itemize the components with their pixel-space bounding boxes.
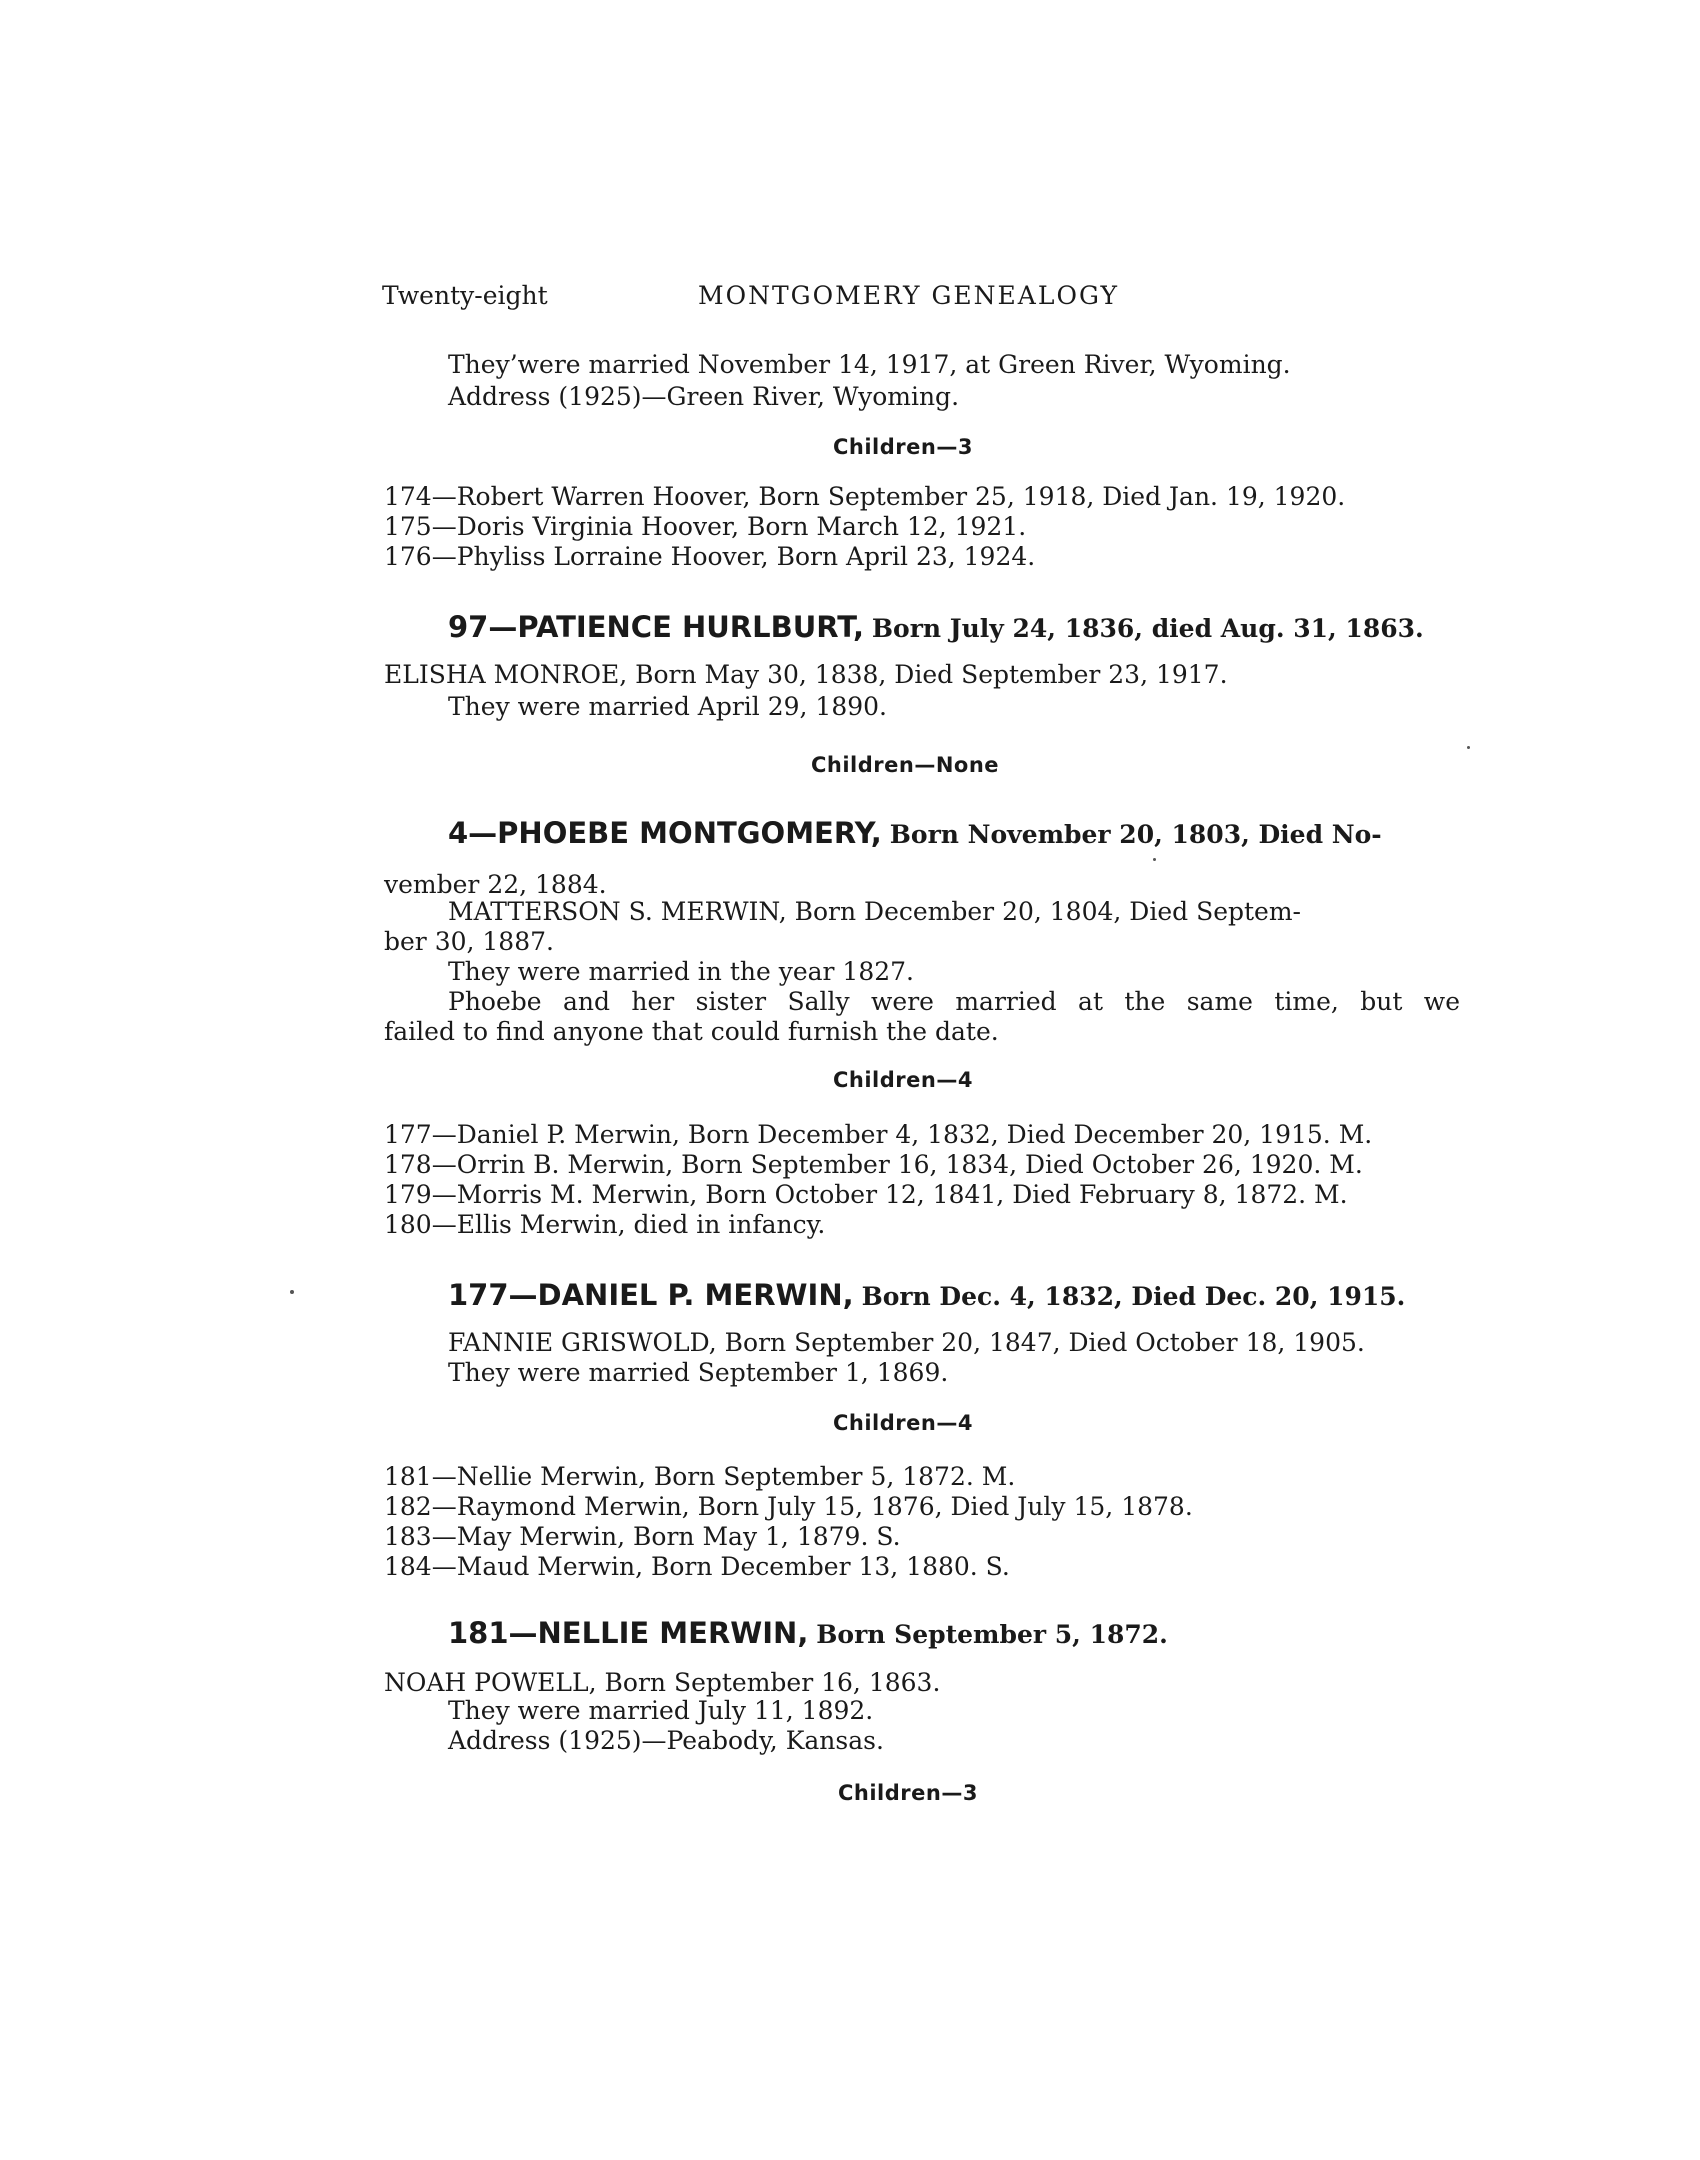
entry-heading-dates: Born November 20, 1803, Died No- (889, 820, 1382, 849)
entry-heading-dates: Born Dec. 4, 1832, Died Dec. 20, 1915. (861, 1282, 1406, 1311)
text-line: vember 22, 1884. (384, 870, 607, 899)
scan-speck (1153, 858, 1156, 861)
text-line: ELISHA MONROE, Born May 30, 1838, Died September 23, 1917. (384, 660, 1228, 689)
child-entry: 174—Robert Warren Hoover, Born September 25, 1918, Died Jan. 19, 1920. (384, 482, 1346, 511)
text-line: They were married July 11, 1892. (448, 1696, 874, 1725)
children-heading: Children—None (811, 753, 1000, 777)
entry-heading-name: 4—PHOEBE MONTGOMERY, (448, 816, 882, 850)
text-line: Phoebe and her sister Sally were married at the same time, but we (448, 987, 1460, 1016)
child-entry: 176—Phyliss Lorraine Hoover, Born April 23, 1924. (384, 542, 1036, 571)
entry-heading-dates: Born July 24, 1836, died Aug. 31, 1863. (871, 614, 1424, 643)
text-line: NOAH POWELL, Born September 16, 1863. (384, 1668, 941, 1697)
running-title: MONTGOMERY GENEALOGY (698, 281, 1119, 310)
entry-heading (448, 1618, 1168, 1650)
child-entry: 175—Doris Virginia Hoover, Born March 12, 1921. (384, 512, 1027, 541)
text-line: failed to find anyone that could furnish the date. (384, 1017, 999, 1046)
child-entry: 184—Maud Merwin, Born December 13, 1880. S. (384, 1552, 1010, 1581)
text-line: MATTERSON S. MERWIN, Born December 20, 1804, Died Septem- (448, 897, 1301, 926)
child-entry: 181—Nellie Merwin, Born September 5, 1872. M. (384, 1462, 1016, 1491)
child-entry: 177—Daniel P. Merwin, Born December 4, 1832, Died December 20, 1915. M. (384, 1120, 1373, 1149)
page-number-label: Twenty-eight (382, 281, 548, 310)
entry-heading-name: 177—DANIEL P. MERWIN, (448, 1278, 854, 1312)
text-line: ber 30, 1887. (384, 927, 554, 956)
entry-heading-name: 97—PATIENCE HURLBURT, (448, 610, 864, 644)
children-heading: Children—3 (838, 1781, 978, 1805)
scan-speck (1467, 746, 1470, 749)
entry-heading (448, 612, 1424, 644)
entry-heading-name: 181—NELLIE MERWIN, (448, 1616, 809, 1650)
child-entry: 178—Orrin B. Merwin, Born September 16, 1834, Died October 26, 1920. M. (384, 1150, 1363, 1179)
text-line: They were married in the year 1827. (448, 957, 915, 986)
children-heading: Children—4 (833, 1068, 973, 1092)
scan-speck (290, 1290, 294, 1294)
text-line: They’were married November 14, 1917, at Green River, Wyoming. (448, 350, 1291, 379)
text-line: Address (1925)—Peabody, Kansas. (448, 1726, 884, 1755)
text-line: They were married September 1, 1869. (448, 1358, 949, 1387)
children-heading: Children—3 (833, 435, 973, 459)
entry-heading-dates: Born September 5, 1872. (816, 1620, 1168, 1649)
text-line: They were married April 29, 1890. (448, 692, 888, 721)
child-entry: 182—Raymond Merwin, Born July 15, 1876, Died July 15, 1878. (384, 1492, 1193, 1521)
child-entry: 179—Morris M. Merwin, Born October 12, 1841, Died February 8, 1872. M. (384, 1180, 1348, 1209)
children-heading: Children—4 (833, 1411, 973, 1435)
child-entry: 183—May Merwin, Born May 1, 1879. S. (384, 1522, 901, 1551)
text-line: FANNIE GRISWOLD, Born September 20, 1847, Died October 18, 1905. (448, 1328, 1365, 1357)
entry-heading (448, 818, 1382, 850)
text-line: Address (1925)—Green River, Wyoming. (448, 382, 960, 411)
entry-heading (448, 1280, 1405, 1312)
child-entry: 180—Ellis Merwin, died in infancy. (384, 1210, 826, 1239)
